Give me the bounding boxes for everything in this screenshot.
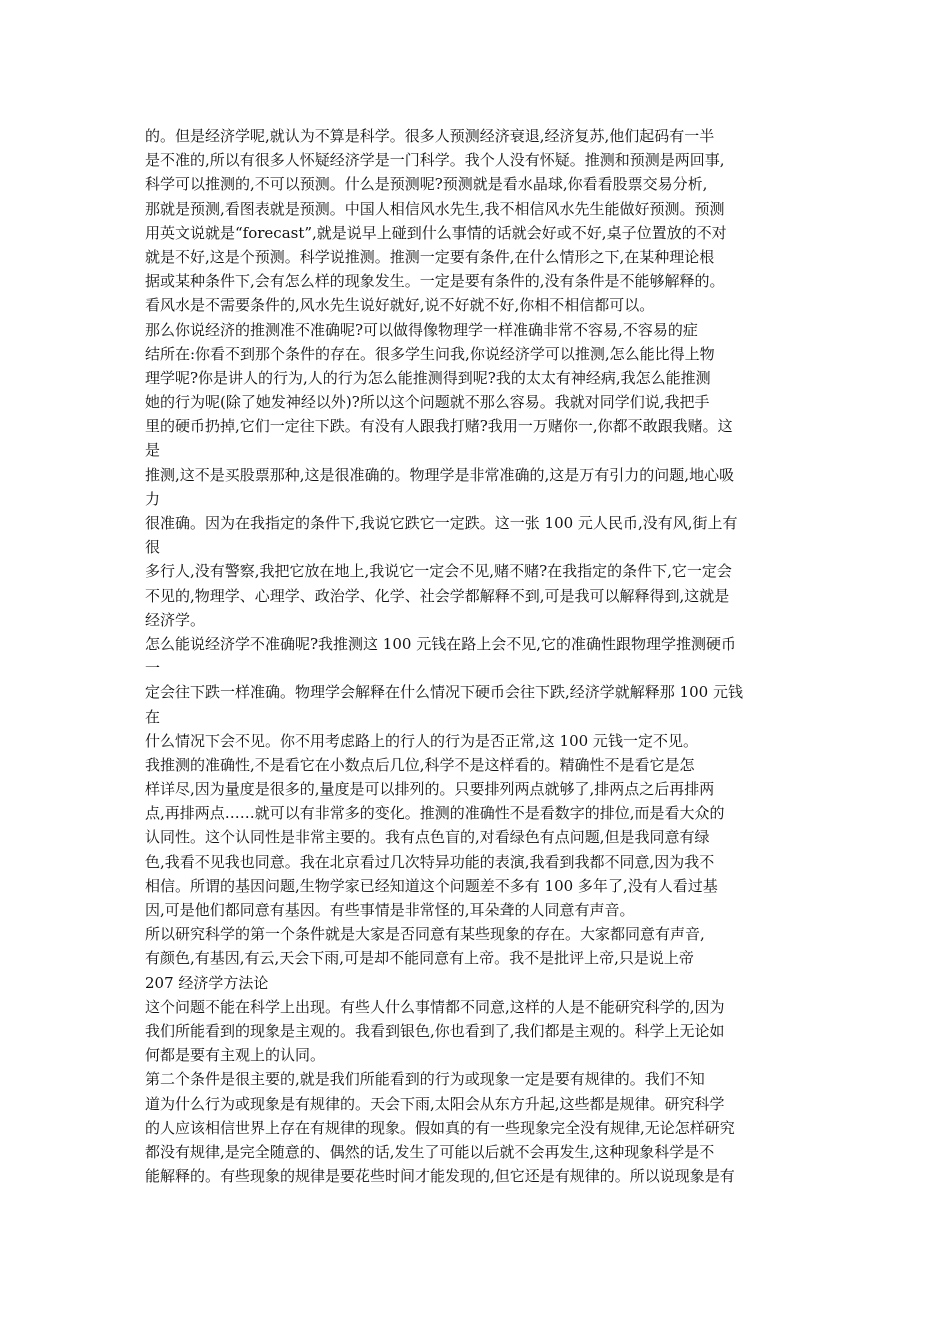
text-line: 一 (145, 659, 161, 678)
text-line: 推测,这不是买股票那种,这是很准确的。物理学是非常准确的,这是万有引力的问题,地心吸 (145, 465, 735, 484)
text-line: 样详尽,因为量度是很多的,量度是可以排列的。只要排列两点就够了,排两点之后再排两 (145, 780, 715, 799)
text-line: 点,再排两点……就可以有非常多的变化。推测的准确性不是看数字的排位,而是看大众的 (145, 804, 725, 823)
text-line: 的人应该相信世界上存在有规律的现象。假如真的有一些现象完全没有规律,无论怎样研究 (145, 1118, 735, 1137)
text-line: 很 (145, 538, 161, 557)
text-line: 有颜色,有基因,有云,天会下雨,可是却不能同意有上帝。我不是批评上帝,只是说上帝 (145, 949, 694, 968)
text-line: 那么你说经济的推测准不准确呢?可以做得像物理学一样准确非常不容易,不容易的症 (145, 320, 698, 339)
text-line: 结所在:你看不到那个条件的存在。很多学生问我,你说经济学可以推测,怎么能比得上物 (145, 344, 715, 363)
document-page (145, 124, 815, 1188)
text-line: 定会往下跌一样准确。物理学会解释在什么情况下硬币会往下跌,经济学就解释那 100 元钱 (145, 683, 743, 702)
text-line: 是不准的,所以有很多人怀疑经济学是一门科学。我个人没有怀疑。推测和预测是两回事, (145, 151, 725, 170)
text-line: 很准确。因为在我指定的条件下,我说它跌它一定跌。这一张 100 元人民币,没有风,街上有 (145, 514, 738, 532)
text-line: 道为什么行为或现象是有规律的。天会下雨,太阳会从东方升起,这些都是规律。研究科学 (145, 1094, 725, 1113)
text-line: 这个问题不能在科学上出现。有些人什么事情都不同意,这样的人是不能研究科学的,因为 (145, 997, 725, 1016)
text-line: 所以研究科学的第一个条件就是大家是否同意有某些现象的存在。大家都同意有声音, (145, 925, 705, 944)
text-line: 用英文说就是“forecast”,就是说早上碰到什么事情的话就会好或不好,桌子位置放的不对 (145, 223, 727, 242)
text-line: 据或某种条件下,会有怎么样的现象发生。一定是要有条件的,没有条件是不能够解释的。 (145, 272, 725, 291)
page-footer: 207 经济学方法论 (145, 973, 269, 992)
text-line: 我推测的准确性,不是看它在小数点后几位,科学不是这样看的。精确性不是看它是怎 (145, 755, 695, 774)
text-line: 理学呢?你是讲人的行为,人的行为怎么能推测得到呢?我的太太有神经病,我怎么能推测 (145, 368, 711, 387)
text-line: 科学可以推测的,不可以预测。什么是预测呢?预测就是看水晶球,你看看股票交易分析, (145, 175, 708, 194)
text-line: 看风水是不需要条件的,风水先生说好就好,说不好就不好,你相不相信都可以。 (145, 296, 655, 315)
text-line: 里的硬币扔掉,它们一定往下跌。有没有人跟我打赌?我用一万赌你一,你都不敢跟我赌。这 (145, 417, 733, 436)
text-line: 相信。所谓的基因问题,生物学家已经知道这个问题差不多有 100 多年了,没有人看过基 (145, 876, 718, 895)
text-line: 怎么能说经济学不准确呢?我推测这 100 元钱在路上会不见,它的准确性跟物理学推测硬币 (145, 634, 736, 653)
text-line: 色,我看不见我也同意。我在北京看过几次特异功能的表演,我看到我都不同意,因为我不 (145, 852, 715, 871)
text-line: 多行人,没有警察,我把它放在地上,我说它一定会不见,赌不赌?在我指定的条件下,它一定会 (145, 562, 732, 581)
text-line: 力 (145, 489, 161, 508)
text-line: 第二个条件是很主要的,就是我们所能看到的行为或现象一定是要有规律的。我们不知 (145, 1070, 705, 1089)
text-line: 什么情况下会不见。你不用考虑路上的行人的行为是否正常,这 100 元钱一定不见。 (145, 731, 698, 750)
text-line: 都没有规律,是完全随意的、偶然的话,发生了可能以后就不会再发生,这种现象科学是不 (145, 1142, 715, 1161)
text-line: 就是不好,这是个预测。科学说推测。推测一定要有条件,在什么情形之下,在某种理论根 (145, 247, 715, 266)
text-line: 认同性。这个认同性是非常主要的。我有点色盲的,对看绿色有点问题,但是我同意有绿 (145, 828, 710, 847)
text-line: 的。但是经济学呢,就认为不算是科学。很多人预测经济衰退,经济复苏,他们起码有一半 (145, 127, 715, 145)
text-line: 在 (145, 707, 161, 726)
text-line: 因,可是他们都同意有基因。有些事情是非常怪的,耳朵聋的人同意有声音。 (145, 901, 635, 919)
text-line: 那就是预测,看图表就是预测。中国人相信风水先生,我不相信风水先生能做好预测。预测 (145, 199, 725, 218)
text-line: 是 (145, 441, 161, 460)
text-line: 她的行为呢(除了她发神经以外)?所以这个问题就不那么容易。我就对同学们说,我把手 (145, 393, 710, 412)
text-line: 能解释的。有些现象的规律是要花些时间才能发现的,但它还是有规律的。所以说现象是有 (145, 1167, 735, 1186)
text-line: 何都是要有主观上的认同。 (145, 1046, 326, 1065)
text-line: 经济学。 (145, 610, 206, 629)
text-line: 不见的,物理学、心理学、政治学、化学、社会学都解释不到,可是我可以解释得到,这就是 (145, 586, 730, 605)
text-line: 我们所能看到的现象是主观的。我看到银色,你也看到了,我们都是主观的。科学上无论如 (145, 1021, 725, 1040)
